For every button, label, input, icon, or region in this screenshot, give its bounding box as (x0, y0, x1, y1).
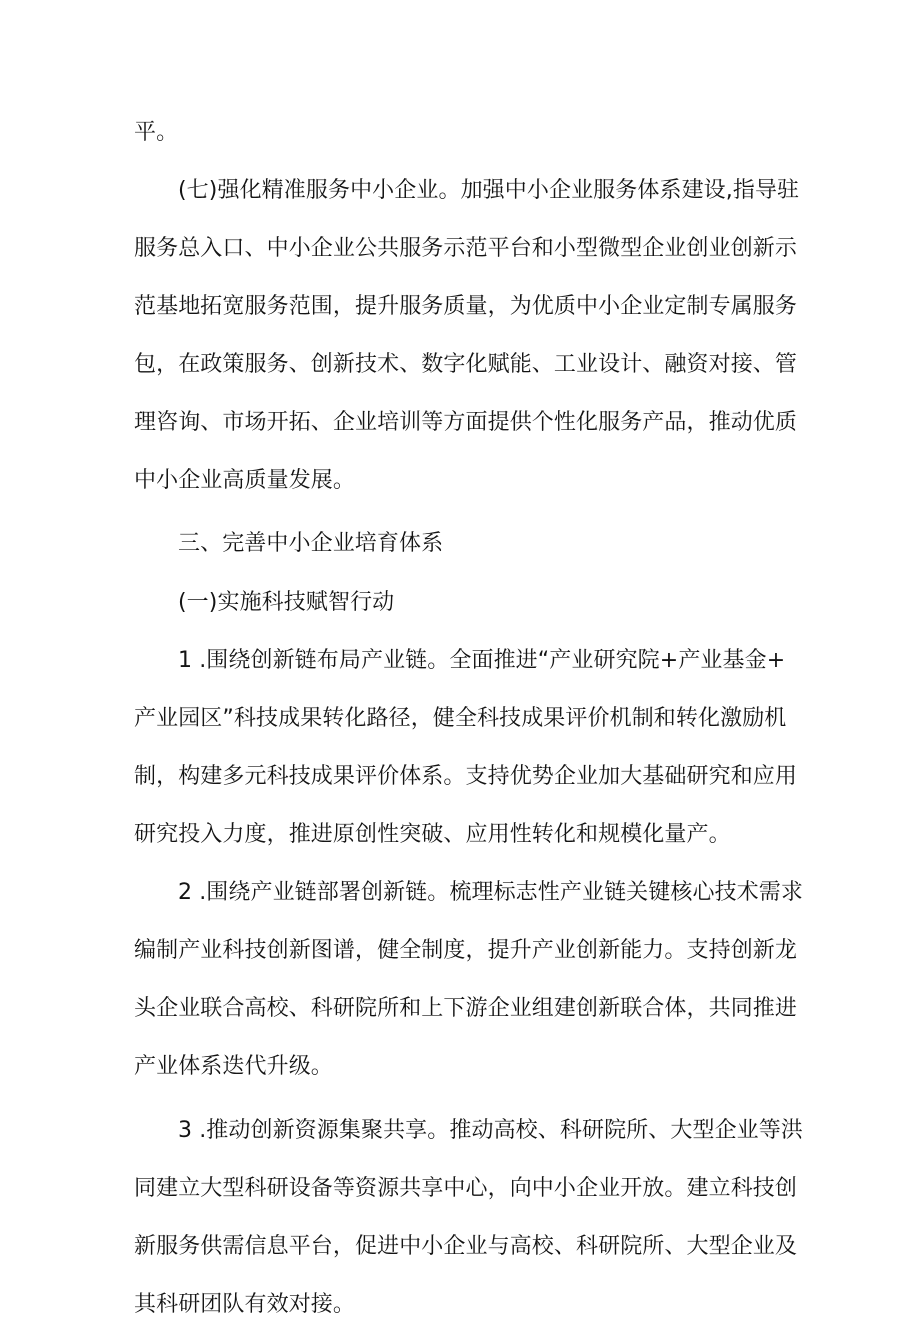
section-heading: 三、完善中小企业培育体系 (178, 531, 444, 556)
text-line-5: 包，在政策服务、创新技术、数字化赋能、工业设计、融资对接、管 (134, 352, 798, 377)
text-line-21: 其科研团队有效对接。 (134, 1292, 356, 1317)
text-line-7: 中小企业高质量发展。 (134, 468, 356, 493)
text-line-20: 新服务供需信息平台，促进中小企业与高校、科研院所、大型企业及 (134, 1234, 798, 1259)
text-line-10: 1 .围绕创新链布局产业链。全面推进“产业研究院+产业基金+ (178, 648, 786, 673)
text-line-11: 产业园区”科技成果转化路径，健全科技成果评价机制和转化激励机 (134, 706, 787, 731)
text-line-15: 编制产业科技创新图谱，健全制度，提升产业创新能力。支持创新龙 (134, 938, 798, 963)
text-line-4: 范基地拓宽服务范围，提升服务质量，为优质中小企业定制专属服务 (134, 294, 798, 319)
text-line-12: 制，构建多元科技成果评价体系。支持优势企业加大基础研究和应用 (134, 764, 798, 789)
text-line-17: 产业体系迭代升级。 (134, 1054, 333, 1079)
text-line-13: 研究投入力度，推进原创性突破、应用性转化和规模化量产。 (134, 822, 731, 847)
text-line-6: 理咨询、市场开拓、企业培训等方面提供个性化服务产品，推动优质 (134, 410, 798, 435)
text-line-2: (七)强化精准服务中小企业。加强中小企业服务体系建设,指导驻 (178, 178, 800, 203)
subsection-heading: (一)实施科技赋智行动 (178, 590, 395, 615)
text-line-19: 同建立大型科研设备等资源共享中心，向中小企业开放。建立科技创 (134, 1176, 798, 1201)
text-line-1: 平。 (134, 120, 179, 145)
text-line-3: 服务总入口、中小企业公共服务示范平台和小型微型企业创业创新示 (134, 236, 798, 261)
text-line-14: 2 .围绕产业链部署创新链。梳理标志性产业链关键核心技术需求 (178, 880, 803, 905)
text-line-18: 3 .推动创新资源集聚共享。推动高校、科研院所、大型企业等洪 (178, 1118, 803, 1143)
text-line-16: 头企业联合高校、科研院所和上下游企业组建创新联合体，共同推进 (134, 996, 798, 1021)
